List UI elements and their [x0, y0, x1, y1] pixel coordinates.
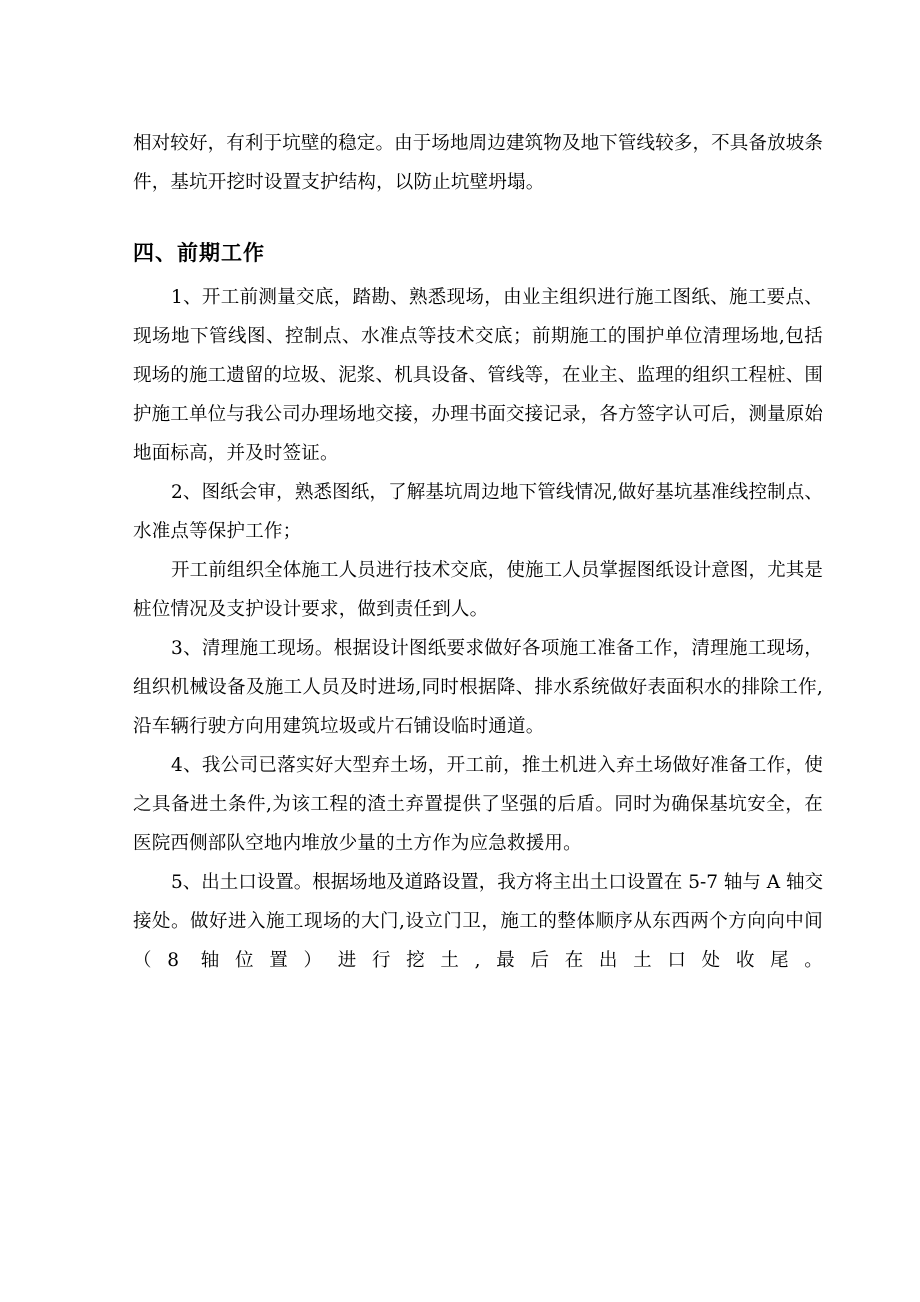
paragraph-line: 桩位情况及支护设计要求，做到责任到人。: [133, 599, 489, 620]
paragraph-line: 医院西侧部队空地内堆放少量的土方作为应急救援用。: [133, 833, 582, 854]
intro-line: 相对较好，有利于坑壁的稳定。由于场地周边建筑物及地下管线较多，不具备放坡条: [133, 133, 823, 154]
section-heading: 四、前期工作: [133, 241, 265, 265]
paragraph-line: 4、我公司已落实好大型弃土场，开工前，推土机进入弃土场做好准备工作，使: [171, 755, 823, 776]
paragraph-line: 现场的施工遗留的垃圾、泥浆、机具设备、管线等，在业主、监理的组织工程桩、围: [133, 365, 823, 386]
paragraph-line: 接处。做好进入施工现场的大门,设立门卫，施工的整体顺序从东西两个方向向中间: [133, 911, 823, 932]
paragraph-line: 开工前组织全体施工人员进行技术交底，使施工人员掌握图纸设计意图，尤其是: [171, 560, 823, 581]
paragraph-line: 现场地下管线图、控制点、水准点等技术交底；前期施工的围护单位清理场地,包括: [133, 326, 823, 347]
paragraph-line: （8 轴位置）进行挖土,最后在出土口处收尾。: [133, 950, 823, 971]
paragraph-line: 沿车辆行驶方向用建筑垃圾或片石铺设临时通道。: [133, 716, 545, 737]
paragraph-line: 护施工单位与我公司办理场地交接，办理书面交接记录，各方签字认可后，测量原始: [133, 404, 823, 425]
paragraph-line: 地面标高，并及时签证。: [133, 443, 339, 464]
paragraph-line: 1、开工前测量交底，踏勘、熟悉现场，由业主组织进行施工图纸、施工要点、: [171, 287, 823, 308]
intro-line: 件，基坑开挖时设置支护结构，以防止坑壁坍塌。: [133, 172, 545, 193]
paragraph-line: 组织机械设备及施工人员及时进场,同时根据降、排水系统做好表面积水的排除工作,: [133, 677, 823, 698]
paragraph-line: 5、出土口设置。根据场地及道路设置，我方将主出土口设置在 5-7 轴与 A 轴交: [171, 872, 823, 893]
paragraph-line: 2、图纸会审，熟悉图纸，了解基坑周边地下管线情况,做好基坑基准线控制点、: [171, 482, 823, 503]
paragraph-line: 水准点等保护工作；: [133, 521, 302, 542]
paragraph-line: 之具备进土条件,为该工程的渣土弃置提供了坚强的后盾。同时为确保基坑安全，在: [133, 794, 823, 815]
paragraph-line: 3、清理施工现场。根据设计图纸要求做好各项施工准备工作，清理施工现场，: [171, 638, 823, 659]
